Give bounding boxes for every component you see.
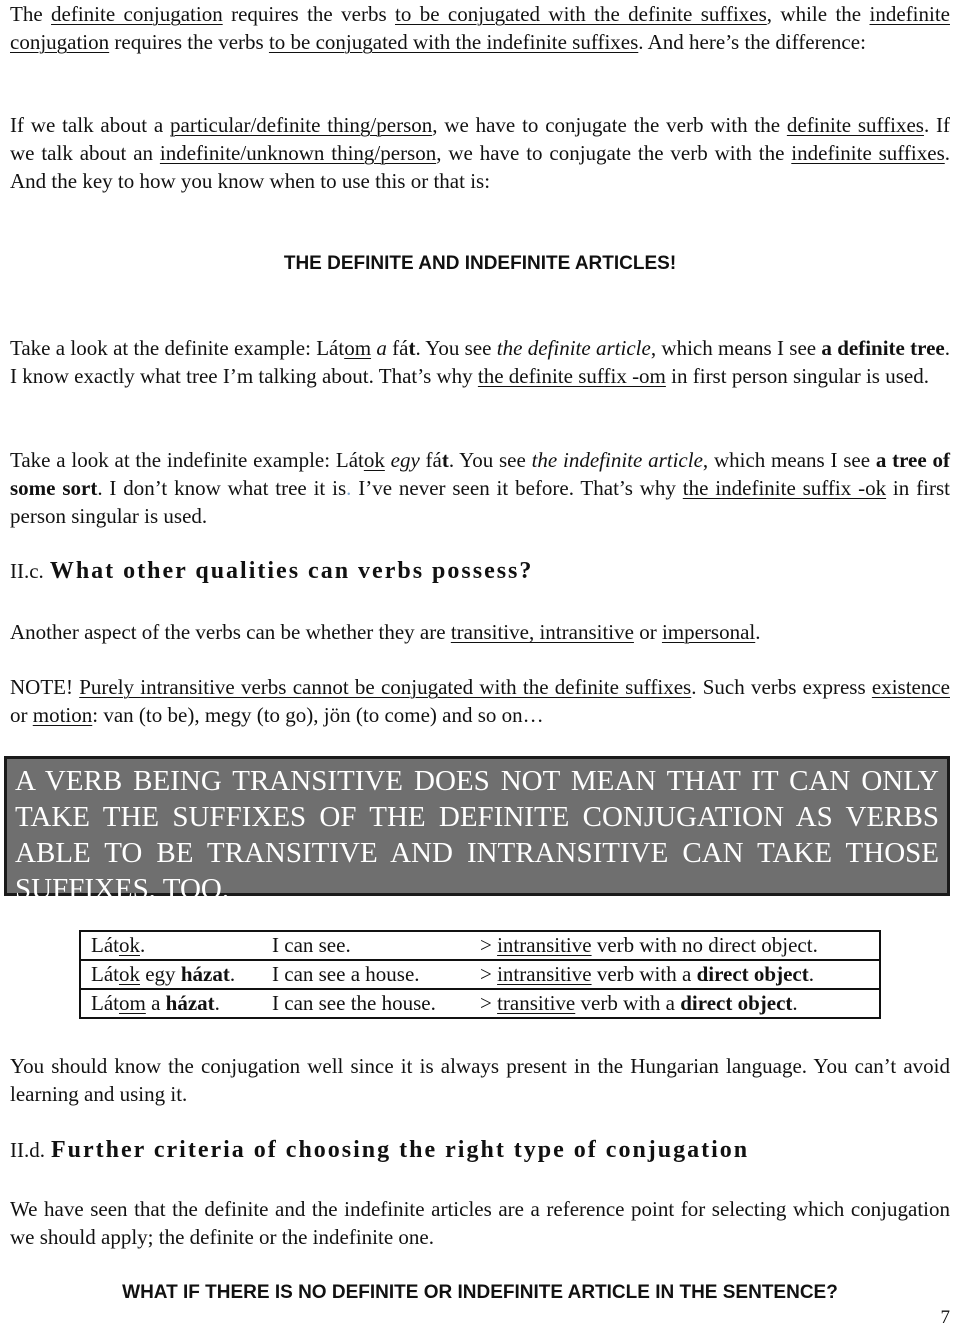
- term-indefinite-conjugation: indefinite conjugation: [10, 2, 950, 54]
- paragraph-conjugation-advice: You should know the conjugation well since it is always present in the Hungarian language. You can’t avoid learning and using it.: [10, 1054, 950, 1106]
- paragraph-indefinite-example: Take a look at the indefinite example: Látok egy fát. You see the indefinite article, which means I see a tree of some sort. I don’t know what tree it is. I’ve never seen it before. That’s why the indefinite suffix -ok in first person singular is used.: [10, 448, 950, 528]
- table-row: [80, 989, 880, 1018]
- table-cell: Látok.: [80, 931, 262, 960]
- paragraph-difference: If we talk about a particular/definite thing/person, we have to conjugate the verb with the definite suffixes. If we talk about an indefinite/unknown thing/person, we have to conjugate the verb with the indefinite suffixes. And the key to how you know when to use this or that is:: [10, 113, 950, 193]
- table-row: [80, 960, 880, 989]
- section-title: Further criteria of choosing the right type of conjugation: [51, 1137, 750, 1163]
- section-heading-d: [10, 1136, 950, 1164]
- section-heading-c: [10, 557, 950, 585]
- table-cell: > intransitive verb with a direct object.: [470, 960, 880, 989]
- section-title: What other qualities can verbs possess?: [49, 558, 534, 584]
- paragraph-reference-point: We have seen that the definite and the indefinite articles are a reference point for selecting which conjugation we should apply; the definite or the indefinite one.: [10, 1197, 950, 1249]
- table-cell: I can see a house.: [262, 960, 470, 989]
- paragraph-conjugation-intro: The definite conjugation requires the verbs to be conjugated with the definite suffixes, while the indefinite conjugation requires the verbs to be conjugated with the indefinite suffixes. And here’s the difference:: [10, 2, 950, 54]
- table-cell: I can see the house.: [262, 989, 470, 1018]
- paragraph-verb-aspects: Another aspect of the verbs can be whether they are transitive, intransitive or impersonal.: [10, 620, 761, 644]
- table-cell: I can see.: [262, 931, 470, 960]
- page-number: 7: [940, 1307, 950, 1328]
- table-cell: > transitive verb with a direct object.: [470, 989, 880, 1018]
- heading-question: WHAT IF THERE IS NO DEFINITE OR INDEFINITE ARTICLE IN THE SENTENCE?: [122, 1282, 838, 1303]
- section-number: II.c.: [10, 559, 44, 583]
- heading-articles: THE DEFINITE AND INDEFINITE ARTICLES!: [283, 253, 677, 274]
- paragraph-note: NOTE! Purely intransitive verbs cannot be conjugated with the definite suffixes. Such verbs express existence or motion: van (to be), megy (to go), jön (to come) and so on…: [10, 675, 950, 727]
- table-cell: Látok egy házat.: [80, 960, 262, 989]
- table-cell: > intransitive verb with no direct object.: [470, 931, 880, 960]
- paragraph-definite-example: Take a look at the definite example: Látom a fát. You see the definite article, which means I see a definite tree. I know exactly what tree I’m talking about. That’s why the definite suffix -om in first person singular is used.: [10, 336, 951, 388]
- examples-table: [79, 930, 881, 1019]
- table-cell: Látom a házat.: [80, 989, 262, 1018]
- notice-box: A VERB BEING TRANSITIVE DOES NOT MEAN THAT IT CAN ONLY TAKE THE SUFFIXES OF THE DEFINITE CONJUGATION AS VERBS ABLE TO BE TRANSITIVE AND INTRANSITIVE CAN TAKE THOSE SUFFIXES, TOO.: [4, 756, 950, 896]
- term-definite-conjugation: definite conjugation: [51, 2, 223, 26]
- section-number: II.d.: [10, 1138, 45, 1162]
- table-row: [80, 931, 880, 960]
